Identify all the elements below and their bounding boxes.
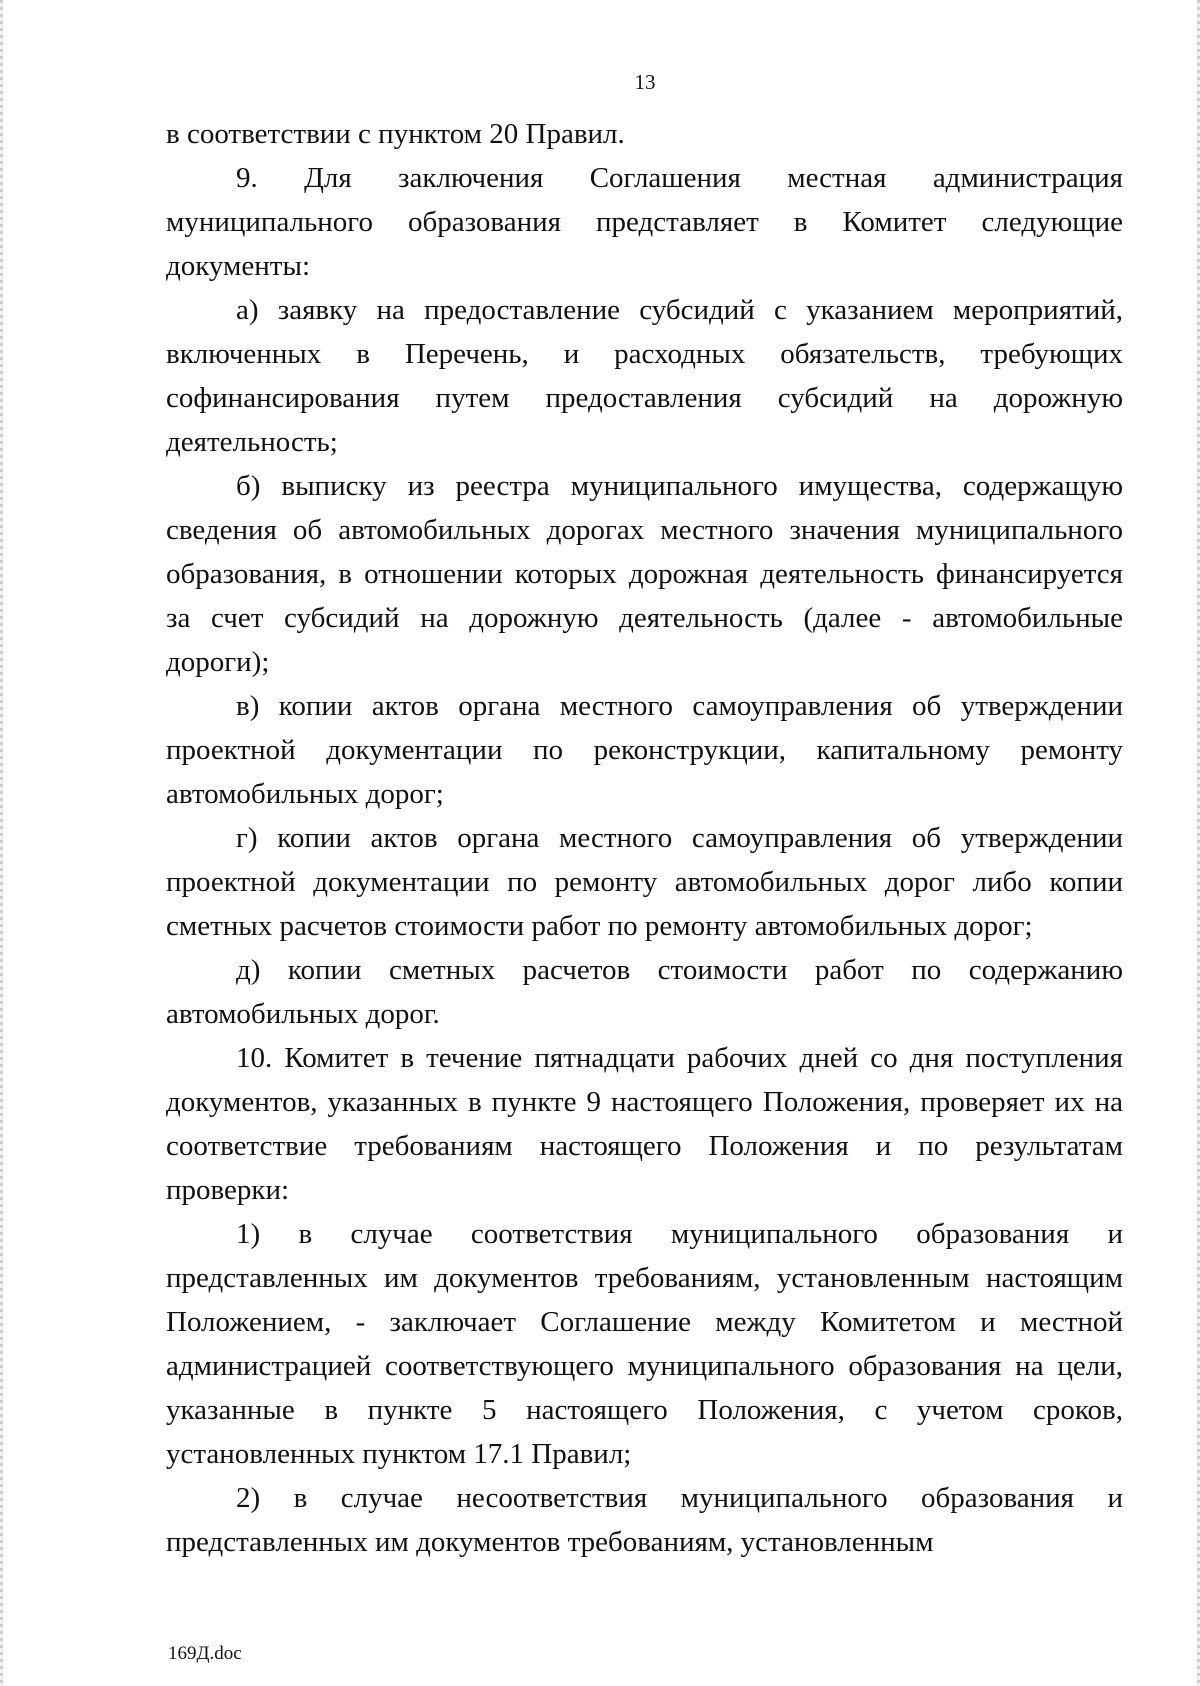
scan-edge-left — [0, 0, 3, 1686]
paragraph: 1) в случае соответствия муниципального образования и представленных им документов требованиям, установленным настоящим Положением, - заключает Соглашение между Комитетом и местной администрацией соответствующего муниципального образования на цели, указанные в пункте 5 настоящего Положения, с учетом сроков, установленных пунктом 17.1 Правил; — [166, 1218, 1123, 1470]
paragraph: б) выписку из реестра муниципального имущества, содержащую сведения об автомобильных дорогах местного значения муниципального образования, в отношении которых дорожная деятельность финансируется за счет субсидий на дорожную деятельность (далее - автомобильные дороги); — [166, 470, 1123, 678]
footer-filename: 169Д.doc — [168, 1643, 242, 1664]
paragraph: в соответствии с пунктом 20 Правил. — [166, 118, 625, 150]
document-body — [166, 112, 1123, 1564]
paragraph: в) копии актов органа местного самоуправления об утверждении проектной документации по реконструкции, капитальному ремонту автомобильных дорог; — [166, 690, 1123, 810]
paragraph: г) копии актов органа местного самоуправления об утверждении проектной документации по ремонту автомобильных дорог либо копии сметных расчетов стоимости работ по ремонту автомобильных дорог; — [166, 822, 1123, 942]
paragraph: д) копии сметных расчетов стоимости работ по содержанию автомобильных дорог. — [166, 954, 1123, 1030]
page-number: 13 — [634, 70, 656, 94]
paragraph: 10. Комитет в течение пятнадцати рабочих дней со дня поступления документов, указанных в пункте 9 настоящего Положения, проверяет их на соответствие требованиям настоящего Положения и по результатам проверки: — [166, 1042, 1123, 1206]
paragraph: а) заявку на предоставление субсидий с указанием мероприятий, включенных в Перечень, и расходных обязательств, требующих софинансирования путем предоставления субсидий на дорожную деятельность; — [166, 294, 1123, 458]
paragraph: 2) в случае несоответствия муниципального образования и представленных им документов требованиям, установленным — [166, 1482, 1123, 1558]
paragraph: 9. Для заключения Соглашения местная администрация муниципального образования представляет в Комитет следующие документы: — [166, 162, 1123, 282]
